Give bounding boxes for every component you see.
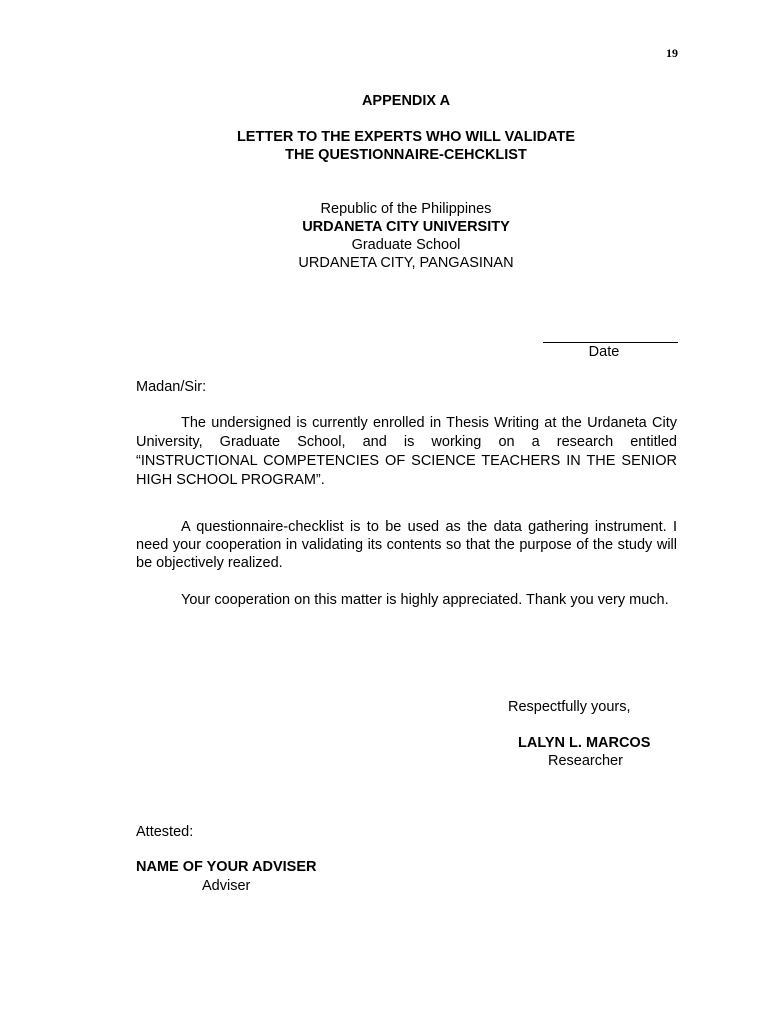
adviser-name: NAME OF YOUR ADVISER: [136, 859, 317, 875]
page-number: 19: [666, 46, 678, 60]
letterhead-location: URDANETA CITY, PANGASINAN: [298, 255, 514, 271]
adviser-role: Adviser: [202, 878, 251, 894]
complimentary-close: Respectfully yours,: [508, 699, 631, 715]
body-paragraph-3: Your cooperation on this matter is highly appreciated. Thank you very much.: [181, 592, 669, 608]
letterhead-university: URDANETA CITY UNIVERSITY: [302, 219, 510, 235]
date-label: Date: [588, 344, 620, 360]
body-paragraph-1: The undersigned is currently enrolled in Thesis Writing at the Urdaneta City University, Graduate School, and is working on a research entitled “INSTRUCTIONAL COMPETENCIES OF SCIENCE TEACHERS IN THE SENIOR HIGH SCHOOL PROGRAM”.: [136, 415, 677, 488]
salutation: Madan/Sir:: [136, 379, 207, 395]
researcher-role: Researcher: [548, 753, 623, 769]
body-paragraph-2: A questionnaire-checklist is to be used as the data gathering instrument. I need your cooperation in validating its contents so that the purpose of the study will be objectively realized.: [136, 519, 677, 571]
letterhead-republic: Republic of the Philippines: [320, 201, 492, 217]
attested-label: Attested:: [136, 824, 194, 840]
letter-title-line-1: LETTER TO THE EXPERTS WHO WILL VALIDATE: [236, 129, 576, 145]
letterhead-school: Graduate School: [351, 237, 461, 253]
researcher-name: LALYN L. MARCOS: [518, 735, 651, 751]
appendix-title: APPENDIX A: [361, 93, 451, 109]
letter-title-line-2: THE QUESTIONNAIRE-CEHCKLIST: [285, 147, 527, 163]
